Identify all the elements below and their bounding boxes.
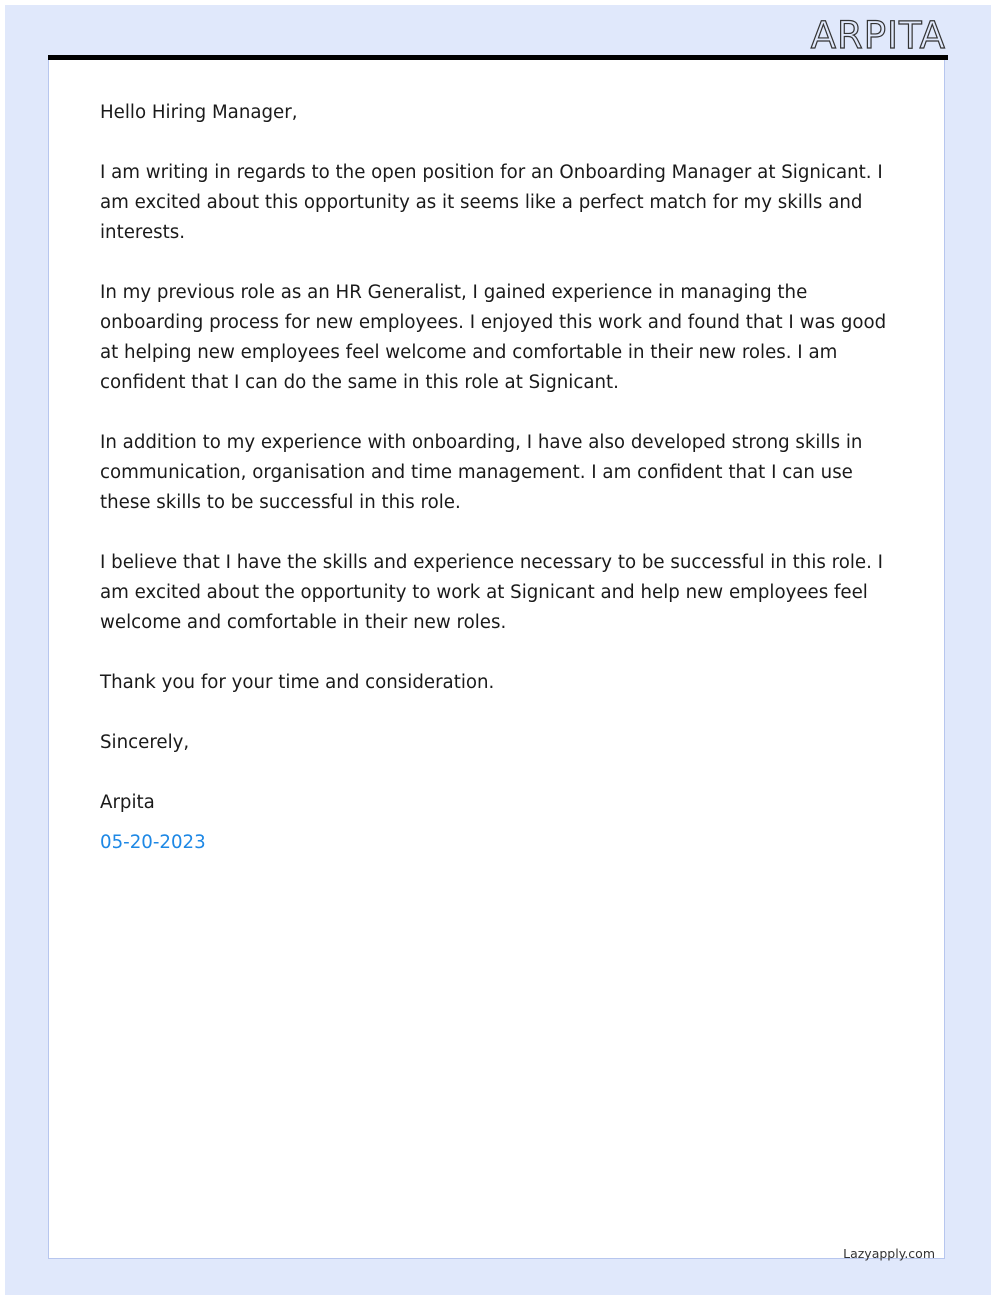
letter-date: 05-20-2023: [100, 832, 206, 853]
letter-paragraph-intro: I am writing in regards to the open position for an Onboarding Manager at Signicant. I am excited about this opportunity as it seems like a perfect match for my skills and interests.: [100, 162, 883, 243]
applicant-name-heading: ARPITA: [810, 14, 946, 57]
letter-paragraph-experience: In my previous role as an HR Generalist, I gained experience in managing the onboarding process for new employees. I enjoyed this work and found that I was good at helping new employees feel welcome and comfortable in their new roles. I am confident that I can do the same in this role at Signicant.: [100, 282, 887, 393]
letter-paragraph-skills: In addition to my experience with onboarding, I have also developed strong skills in communication, organisation and time management. I am confident that I can use these skills to be successful in this role.: [100, 432, 863, 513]
letter-paragraph-summary: I believe that I have the skills and experience necessary to be successful in this role. I am excited about the opportunity to work at Signicant and help new employees feel welcome and comfortable in their new roles.: [100, 552, 884, 633]
letter-greeting: Hello Hiring Manager,: [100, 102, 298, 123]
footer-credit: Lazyapply.com: [843, 1246, 935, 1261]
letter-paragraph-thanks: Thank you for your time and consideration.: [100, 672, 495, 693]
letter-body: [100, 98, 900, 858]
letter-signature: Arpita: [100, 792, 155, 813]
letter-closing: Sincerely,: [100, 732, 190, 753]
